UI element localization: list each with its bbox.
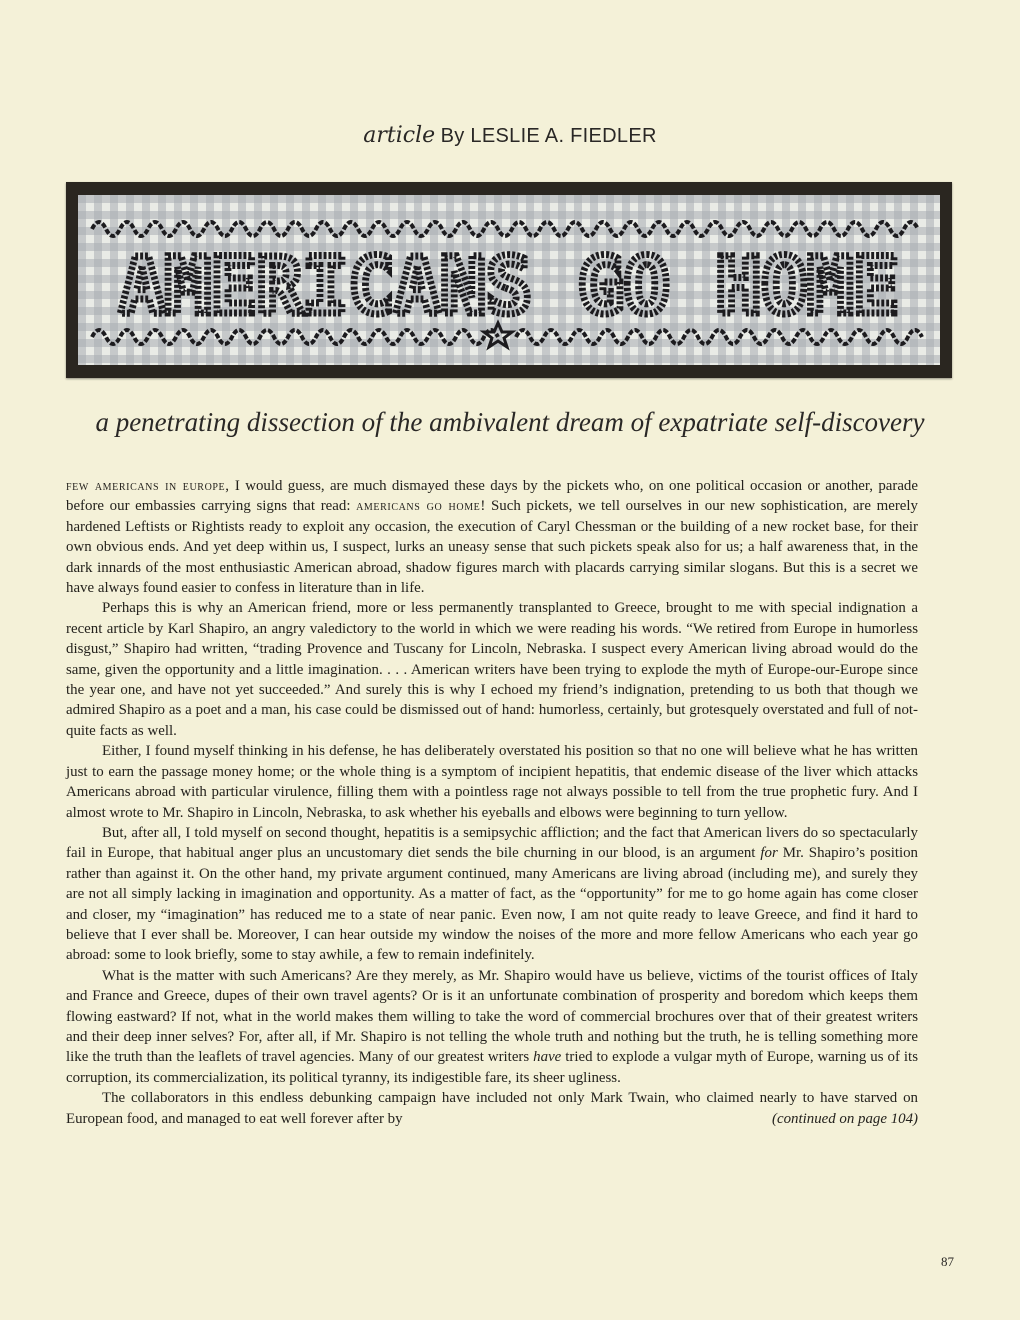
banner-title: AMERICANS GO HOME xyxy=(119,242,899,332)
section-kicker: article xyxy=(363,123,436,148)
page-number: 87 xyxy=(941,1254,954,1269)
paragraph-2: Perhaps this is why an American friend, more or less permanently transplanted to Greece, brought to me with special indignation a recent article by Karl Shapiro, an angry valedictory to the world in which we were reading his words. “We retired from Europe in humorless disgust,” Shapiro had written, “trading Provence and Tuscany for Lincoln, Nebraska. I suspect every American living abroad would do the same, given the opportunity and a little imagination. . . . American writers have been trying to explode the myth of Europe-our-Europe since the year one, and have not yet succeeded.” And surely this is why I echoed my friend’s indignation, pretending to us both that though we admired Shapiro as a poet and a man, his case could be dismissed out of hand: humorless, certainly, but grotesquely overstated and full of not-quite facts as well. xyxy=(66,600,918,739)
cross-stitch-sampler xyxy=(78,195,940,365)
subheadline: a penetrating dissection of the ambivalent dream of expatriate self-discovery xyxy=(95,407,925,437)
author-byline: By LESLIE A. FIEDLER xyxy=(440,125,657,147)
article-body xyxy=(66,476,918,1129)
paragraph-5: What is the matter with such Americans? Are they merely, as Mr. Shapiro would have us believe, victims of the tourist offices of Italy and France and Greece, dupes of their own travel agents? Or is it an unfortunate combination of prosperity and boredom which keeps them flowing eastward? If not, what in the world makes them willing to take the word of commercial brochures over that of their greatest writers and their deep inner selves? For, after all, if Mr. Shapiro is not telling the whole truth and nothing but the truth, he is telling something more like the truth than the leaflets of travel agencies. Many of our greatest writers have tried to explode a vulgar myth of Europe, warning us of its corruption, its commercialization, its political tyranny, its indigestible fare, its sheer ugliness. xyxy=(66,967,918,1086)
paragraph-6: The collaborators in this endless debunking campaign have included not only Mark Twain, who claimed nearly to have starved on European food, and managed to eat well forever after by (continued on page 104) xyxy=(66,1088,918,1129)
picket-sign-text: americans go home xyxy=(356,498,481,515)
paragraph-3: Either, I found myself thinking in his defense, he has deliberately overstated his position so that no one will believe what he has written just to earn the passage money home; or the whole thing is a symptom of incipient hepatitis, that endemic disease of the liver which attacks Americans abroad with particular virulence, filling them with a pointless rage not always possible to tell from the true prophetic fury. And I almost wrote to Mr. Shapiro in Lincoln, Nebraska, to ask whether his eyeballs and elbows were beginning to turn yellow. xyxy=(66,743,918,821)
paragraph-1: few americans in europe, I would guess, are much dismayed these days by the pickets who, on one political occasion or another, parade before our embassies carrying signs that read: americans go home! Such pickets, we tell ourselves in our new sophistication, are merely hardened Leftists or Rightists ready to exploit any occasion, the execution of Caryl Chessman or the building of a new rocket base, for their own obvious ends. And yet deep within us, I suspect, lurks an uneasy sense that such pickets speak also for us; a half awareness that, in the dark innards of the most enthusiastic American abroad, shadow figures march with placards carrying similar slogans. But this is a secret we have always found easier to confess in literature than in life. xyxy=(66,478,918,597)
byline xyxy=(0,122,1020,148)
title-banner xyxy=(66,182,952,378)
continued-note: (continued on page 104) xyxy=(772,1110,918,1127)
lead-in: few americans in europe, xyxy=(66,478,230,494)
paragraph-4: But, after all, I told myself on second thought, hepatitis is a semipsychic affliction; and the fact that American livers do so spectacularly fail in Europe, that habitual anger plus an uncustomary diet sends the bile churning in our blood, is an argument for Mr. Shapiro’s position rather than against it. On the other hand, my private argument continued, many Americans are living abroad (including me), and surely they are not all simply lacking in imagination and opportunity. As a matter of fact, as the “opportunity” for me to go home again has come closer and closer, my “imagination” has reduced me to a state of near panic. Even now, I am not quite ready to leave Greece, and find it hard to believe that I ever shall be. Moreover, I can hear outside my window the noises of the more and more fellow Americans who each year go abroad: some to look briefly, some to stay awhile, a few to remain indefinitely. xyxy=(66,824,918,964)
